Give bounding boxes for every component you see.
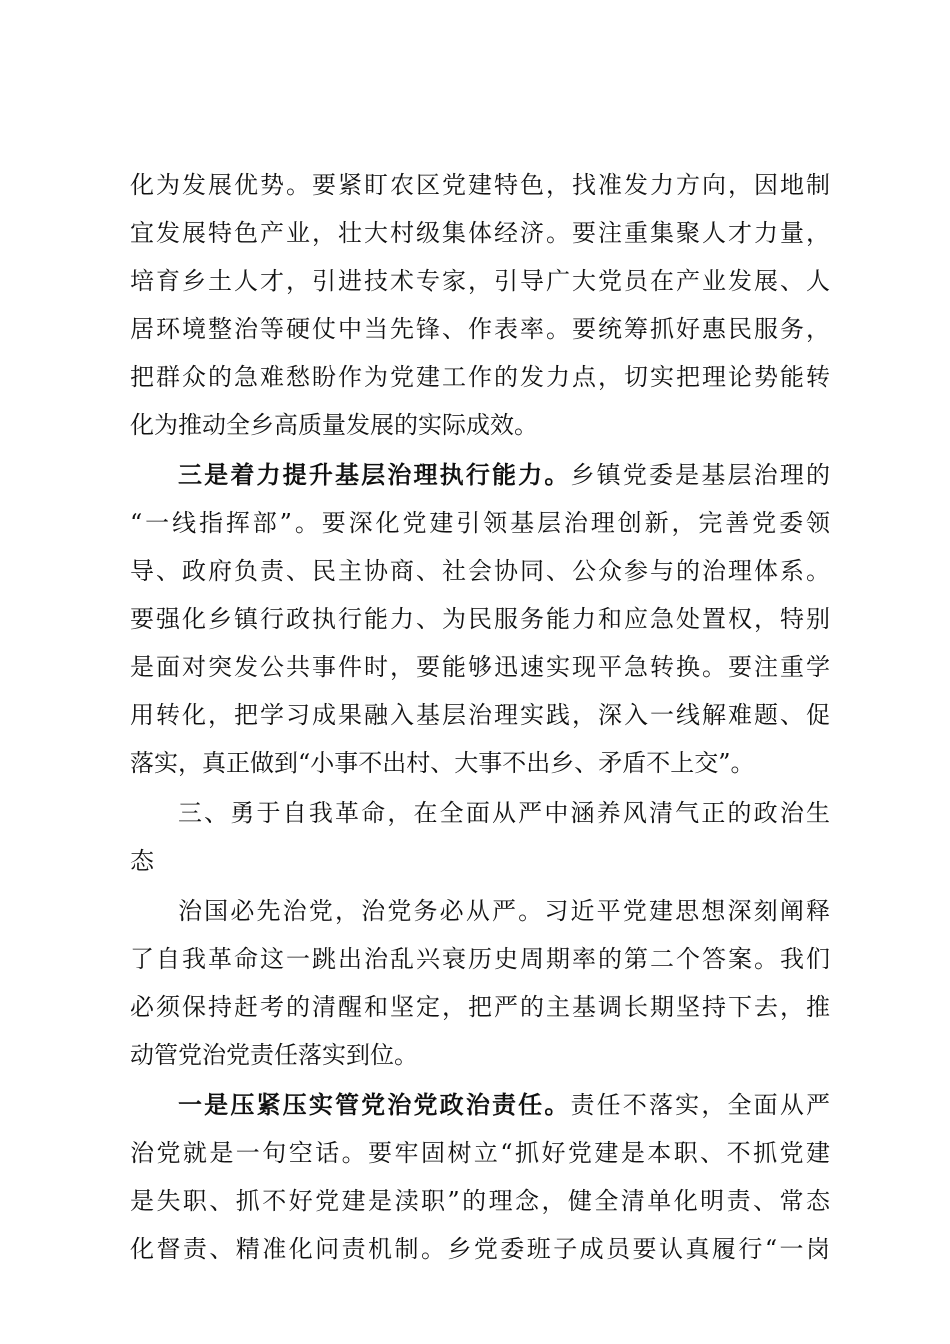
paragraph-line: 了自我革命这一跳出治乱兴衰历史周期率的第二个答案。我们 (130, 945, 830, 973)
paragraph-line: 宜发展特色产业，壮大村级集体经济。要注重集聚人才力量， (130, 219, 830, 247)
paragraph-line: 治党就是一句空话。要牢固树立“抓好党建是本职、不抓党建 (130, 1139, 830, 1167)
paragraph-heading: 一是压紧压实管党治党政治责任。 (178, 1090, 571, 1119)
paragraph-first-line (178, 1085, 830, 1125)
paragraph-line: 把群众的急难愁盼作为党建工作的发力点，切实把理论势能转 (130, 363, 830, 391)
paragraph-line: 居环境整治等硬仗中当先锋、作表率。要统筹抓好惠民服务， (130, 315, 830, 343)
paragraph-text: 乡镇党委是基层治理的 (570, 461, 830, 489)
paragraph-line: 导、政府负责、民主协商、社会协同、公众参与的治理体系。 (130, 557, 830, 585)
paragraph-line: 是面对突发公共事件时，要能够迅速实现平急转换。要注重学 (130, 653, 830, 681)
paragraph-line: 化督责、精准化问责机制。乡党委班子成员要认真履行“一岗 (130, 1235, 830, 1263)
paragraph-line: 动管党治党责任落实到位。 (130, 1041, 418, 1069)
paragraph-text: 责任不落实，全面从严 (570, 1091, 830, 1119)
paragraph-line: 用转化，把学习成果融入基层治理实践，深入一线解难题、促 (130, 701, 830, 729)
paragraph-line: 要强化乡镇行政执行能力、为民服务能力和应急处置权，特别 (130, 605, 830, 633)
paragraph-line: “一线指挥部”。要深化党建引领基层治理创新，完善党委领 (130, 509, 830, 537)
paragraph-line: 治国必先治党，治党务必从严。习近平党建思想深刻阐释 (178, 897, 830, 925)
paragraph-line: 落实，真正做到“小事不出村、大事不出乡、矛盾不上交”。 (130, 749, 755, 777)
paragraph-first-line (178, 455, 830, 495)
paragraph-line: 化为推动全乡高质量发展的实际成效。 (130, 411, 538, 439)
paragraph-heading: 三是着力提升基层治理执行能力。 (178, 460, 571, 489)
paragraph-line: 是失职、抓不好党建是渎职”的理念，健全清单化明责、常态 (130, 1187, 830, 1215)
paragraph-line: 培育乡土人才，引进技术专家，引导广大党员在产业发展、人 (130, 267, 830, 295)
section-heading: 三、勇于自我革命，在全面从严中涵养风清气正的政治生 (178, 799, 830, 827)
paragraph-line: 化为发展优势。要紧盯农区党建特色，找准发力方向，因地制 (130, 171, 830, 199)
paragraph-line: 必须保持赶考的清醒和坚定，把严的主基调长期坚持下去，推 (130, 993, 830, 1021)
section-heading: 态 (130, 847, 154, 875)
